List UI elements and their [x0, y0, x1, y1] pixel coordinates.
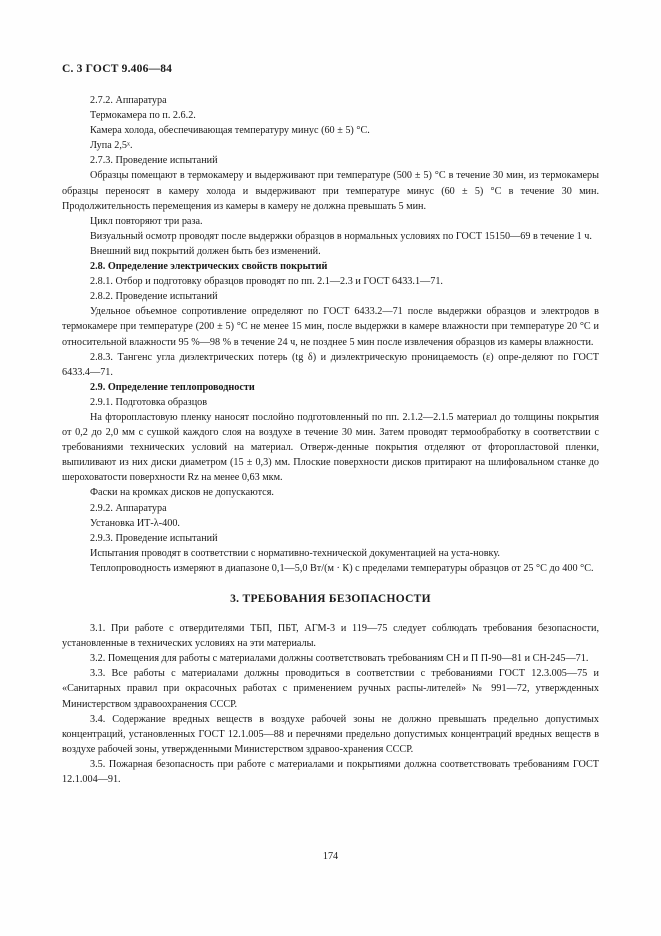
paragraph: 2.9.1. Подготовка образцов — [90, 396, 208, 408]
section-3-content — [62, 621, 599, 787]
paragraph: Визуальный осмотр проводят после выдержки образцов в нормальных условиях по ГОСТ 15150—69 в течение 1 ч. — [90, 230, 592, 242]
paragraph: Испытания проводят в соответствии с нормативно-технической документацией на уста-новку. — [90, 547, 500, 559]
page-header: С. 3 ГОСТ 9.406—84 — [62, 63, 173, 75]
paragraph: Образцы помещают в термокамеру и выдерживают при температуре (500 ± 5) °С в течение 30 мин, из термокамеры образцы переносят в камеру холода и выдерживают при температуре минус (60 ± 5) °С в течение 30 мин. Продолжительность перемещения из камеры в камеру не должна превышать 5 мин. — [62, 170, 599, 212]
safety-paragraph: 3.5. Пожарная безопасность при работе с материалами и покрытиями должна соответствовать требованиям ГОСТ 12.1.004—91. — [62, 758, 599, 786]
paragraph: Лупа 2,5ˣ. — [90, 140, 133, 152]
paragraph: 2.8.3. Тангенс угла диэлектрических потерь (tg δ) и диэлектрическую проницаемость (ε) опре-деляют по ГОСТ 6433.4—71. — [62, 351, 599, 378]
paragraph: 2.8.2. Проведение испытаний — [90, 291, 218, 303]
paragraph: 2.9.2. Аппаратура — [90, 502, 167, 514]
paragraph: 2.7.3. Проведение испытаний — [90, 155, 218, 167]
paragraph: На фторопластовую пленку наносят послойно подготовленный по пп. 2.1.2—2.1.5 материал до толщины покрытия от 0,2 до 2,0 мм с сушкой каждого слоя на воздухе в течение 30 мин. Затем проводят термообработку в соответствии с требованиями технических условий на материал. Отверж-денные покрытия отделяют от фторопластовой пленки, выпиливают из них диски диаметром (15 ± 0,3) мм. Плоские поверхности дисков притирают на шлифовальном станке до шероховатости поверхности Rz на менее 0,63 мкм. — [62, 411, 599, 484]
section-2-content — [62, 93, 599, 576]
paragraph: Установка ИТ-λ-400. — [90, 517, 180, 529]
paragraph: Фаски на кромках дисков не допускаются. — [90, 487, 274, 499]
paragraph: 2.7.2. Аппаратура — [90, 95, 167, 106]
page-number: 174 — [322, 851, 339, 862]
paragraph: Цикл повторяют три раза. — [90, 215, 203, 227]
paragraph: Теплопроводность измеряют в диапазоне 0,1—5,0 Вт/(м · К) с пределами температуры образцов от 25 °С до 400 °С. — [90, 562, 594, 574]
paragraph: Термокамера по п. 2.6.2. — [90, 110, 196, 122]
safety-paragraph: 3.3. Все работы с материалами должны проводиться в соответствии с требованиями ГОСТ 12.3.005—75 и «Санитарных правил при окрасочных работах с применением ручных распы-лителей» № 991—72, утвержденных Министерством здравоохранения СССР. — [62, 668, 599, 710]
safety-paragraph: 3.4. Содержание вредных веществ в воздухе рабочей зоны не должно превышать предельно допустимых концентраций, установленных ГОСТ 12.1.005—88 и перечнями предельно допустимых концентраций вредных веществ в воздухе рабочей зоны, утвержденными Министерством здравоо-хранения СССР. — [62, 713, 599, 755]
section-heading: 2.9. Определение теплопроводности — [90, 381, 255, 393]
section-title: 3. ТРЕБОВАНИЯ БЕЗОПАСНОСТИ — [230, 593, 431, 605]
safety-paragraph: 3.1. При работе с отвердителями ТБП, ПБТ, АГМ-3 и 119—75 следует соблюдать требования безопасности, установленные в технических условиях на эти материалы. — [62, 623, 599, 650]
paragraph: Внешний вид покрытий должен быть без изменений. — [90, 245, 321, 257]
document-body — [62, 93, 599, 787]
section-heading: 2.8. Определение электрических свойств покрытий — [90, 261, 328, 273]
safety-paragraph: 3.2. Помещения для работы с материалами должны соответствовать требованиям СН и П П-90—81 и СН-245—71. — [90, 653, 589, 665]
paragraph: 2.8.1. Отбор и подготовку образцов проводят по пп. 2.1—2.3 и ГОСТ 6433.1—71. — [90, 276, 443, 288]
paragraph: Удельное объемное сопротивление определяют по ГОСТ 6433.2—71 после выдержки образцов и электродов в термокамере при температуре (200 ± 5) °С не менее 15 мин, после выдержки в камере влажности при температуре 20 °С и относительной влажности 95 %—98 % в течение 24 ч, не позднее 5 мин после извлечения образцов из камеры влажности. — [62, 306, 599, 348]
paragraph: 2.9.3. Проведение испытаний — [90, 532, 218, 544]
paragraph: Камера холода, обеспечивающая температуру минус (60 ± 5) °С. — [90, 125, 370, 137]
